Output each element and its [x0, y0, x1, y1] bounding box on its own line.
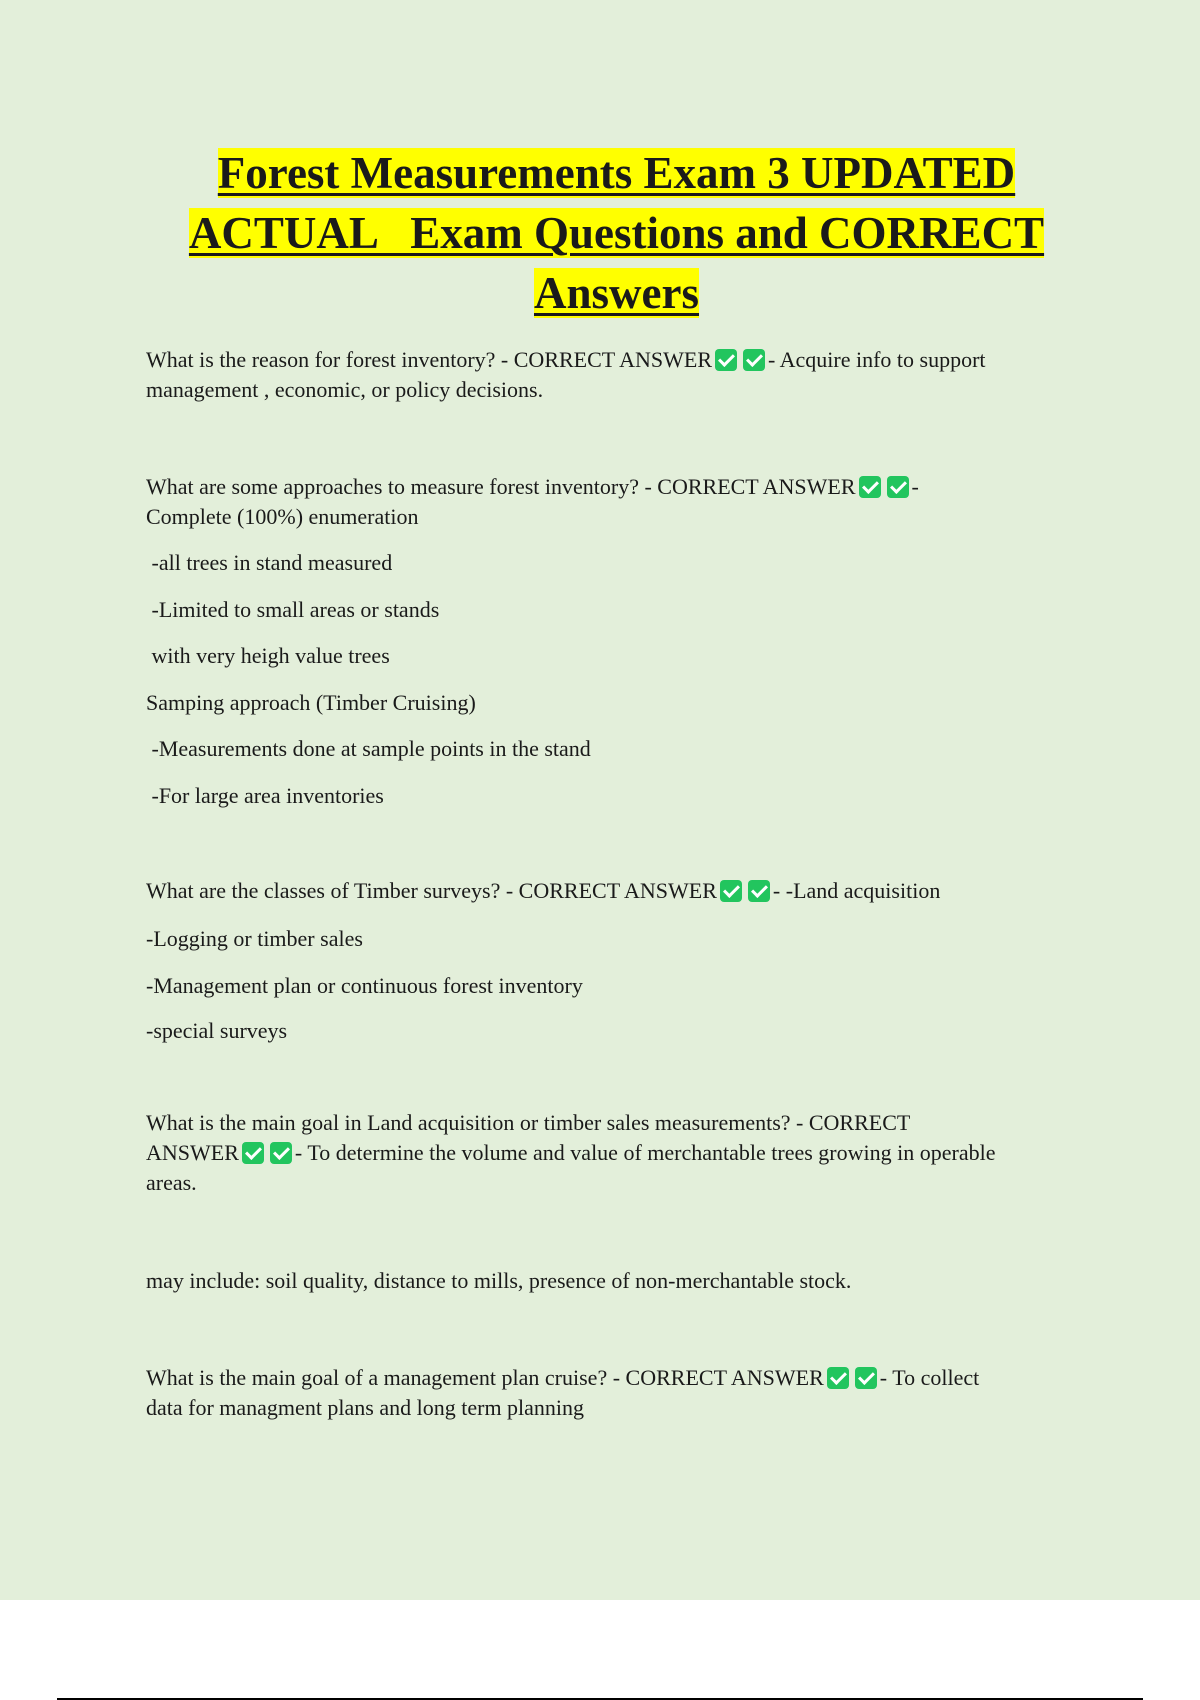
checkmark-icon — [720, 880, 742, 902]
answer-text-cont: management , economic, or policy decisions. — [146, 377, 544, 402]
answer-text: - To determine the volume and value of merchantable trees growing in operable — [294, 1140, 996, 1165]
note-text: may include: soil quality, distance to mills, presence of non-merchantable stock. — [146, 1268, 852, 1293]
title-line-3: Answers — [534, 268, 699, 318]
answer-text-cont: data for managment plans and long term planning — [146, 1395, 585, 1420]
question-text: What is the reason for forest inventory? - CORRECT ANSWER — [146, 347, 712, 372]
checkmark-icon — [715, 349, 737, 371]
document-title — [120, 143, 1113, 323]
checkmark-icon — [887, 476, 909, 498]
question-text-cont: ANSWER — [146, 1140, 239, 1165]
list-item: -all trees in stand measured — [146, 550, 393, 575]
question-text: What are the classes of Timber surveys? - CORRECT ANSWER — [146, 878, 717, 903]
list-item: -Limited to small areas or stands — [146, 597, 440, 622]
checkmark-icon — [859, 476, 881, 498]
list-item: -special surveys — [146, 1018, 288, 1043]
answer-text-cont: areas. — [146, 1170, 197, 1195]
question-text: What are some approaches to measure forest inventory? - CORRECT ANSWER — [146, 474, 856, 499]
list-item: Samping approach (Timber Cruising) — [146, 690, 476, 715]
checkmark-icon — [748, 880, 770, 902]
qa-item-3 — [146, 876, 1096, 906]
checkmark-icon — [827, 1367, 849, 1389]
list-item: -For large area inventories — [146, 783, 384, 808]
answer-text: - Acquire info to support — [768, 347, 986, 372]
checkmark-icon — [743, 349, 765, 371]
qa-item-2 — [146, 472, 1096, 532]
qa-item-4 — [146, 1108, 1096, 1198]
checkmark-icon — [242, 1142, 264, 1164]
checkmark-icon — [855, 1367, 877, 1389]
answer-text-cont: Complete (100%) enumeration — [146, 504, 419, 529]
list-item: -Measurements done at sample points in the stand — [146, 736, 591, 761]
qa-item-5 — [146, 1363, 1096, 1423]
title-line-1: Forest Measurements Exam 3 UPDATED — [217, 148, 1016, 198]
list-item: -Management plan or continuous forest inventory — [146, 973, 583, 998]
list-item: -Logging or timber sales — [146, 926, 363, 951]
answer-text: - — [911, 474, 919, 499]
answer-text: - To collect — [879, 1365, 980, 1390]
title-line-2: ACTUAL Exam Questions and CORRECT — [188, 208, 1045, 258]
question-text: What is the main goal of a management plan cruise? - CORRECT ANSWER — [146, 1365, 824, 1390]
answer-text: - -Land acquisition — [772, 878, 941, 903]
list-item: with very heigh value trees — [146, 643, 390, 668]
qa-item-1 — [146, 345, 1096, 405]
question-text: What is the main goal in Land acquisition or timber sales measurements? - CORRECT — [146, 1110, 911, 1135]
checkmark-icon — [270, 1142, 292, 1164]
